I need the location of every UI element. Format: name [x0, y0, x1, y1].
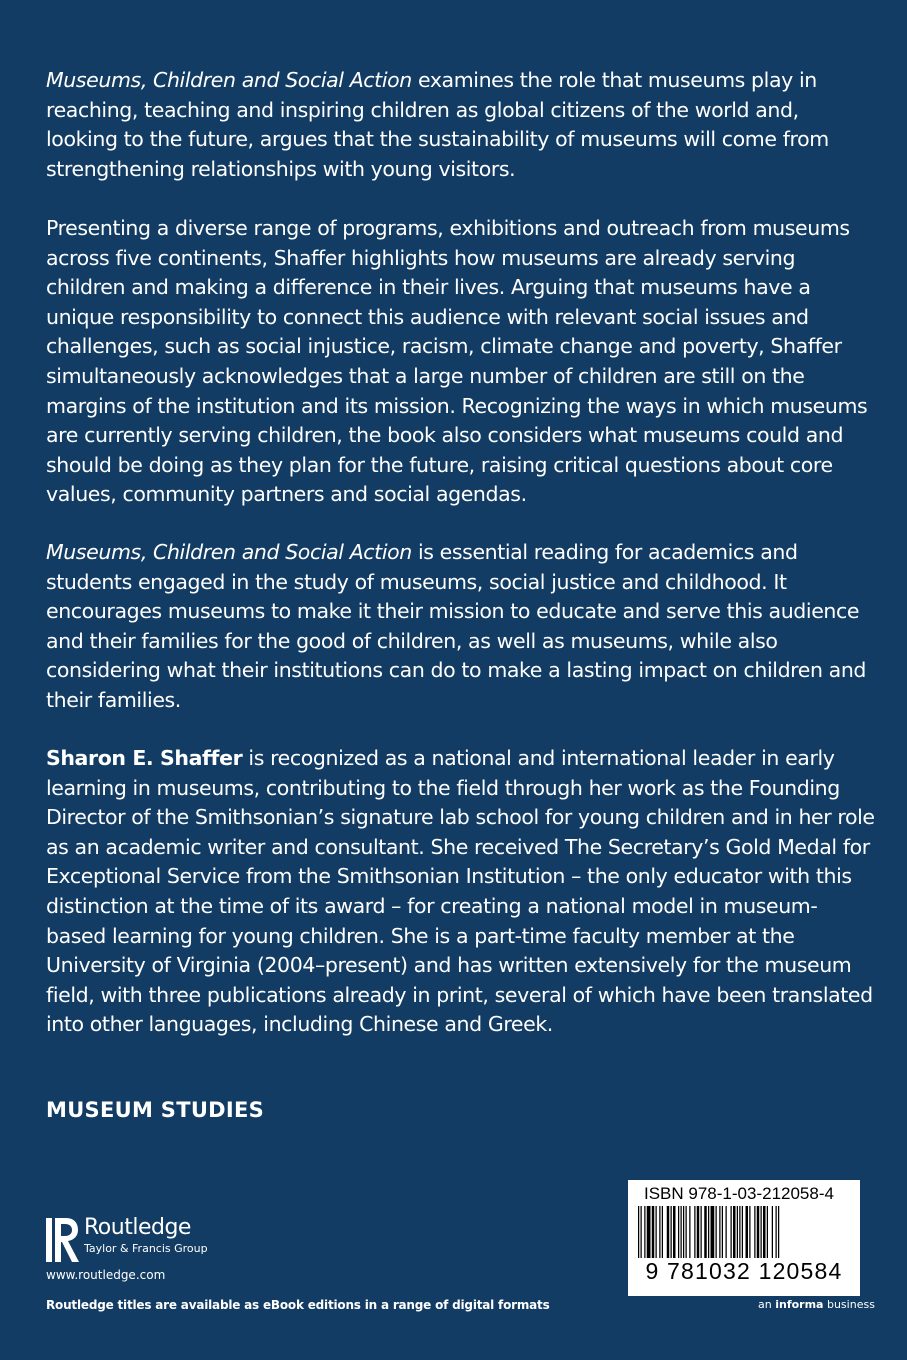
- series-label: MUSEUM STUDIES: [46, 1098, 265, 1122]
- publisher-name: Routledge: [84, 1215, 191, 1240]
- informa-prefix: an: [758, 1298, 776, 1311]
- description-text: Presenting a diverse range of programs, exhibitions and outreach from museums across five continents, Shaffer highlights how museums are already serving children and making a difference in their lives. Arguing that museums have a unique responsibility to connect this audience with relevant social issues and challenges, such as social injustice, racism, climate change and poverty, Shaffer simultaneously acknowledges that a large number of children are still on the margins of the institution and its mission. Recognizing the ways in which museums are currently serving children, the book also considers what museums could and should be doing as they plan for the future, raising critical questions about core values, community partners and social agendas.: [46, 216, 868, 507]
- routledge-r-icon: [46, 1216, 80, 1266]
- book-title-italic: Museums, Children and Social Action: [46, 68, 412, 92]
- isbn-barcode: [628, 1180, 860, 1296]
- publisher-group: Taylor & Francis Group: [84, 1242, 208, 1255]
- author-bio: [46, 744, 876, 1040]
- informa-suffix: business: [823, 1298, 875, 1311]
- intro-paragraph: [46, 66, 876, 184]
- informa-brand: informa: [775, 1298, 824, 1311]
- author-name: Sharon E. Shaffer: [46, 746, 243, 770]
- informa-business-label: [758, 1298, 875, 1311]
- ebook-note: Routledge titles are available as eBook editions in a range of digital formats: [46, 1298, 550, 1312]
- author-bio-text: is recognized as a national and international leader in early learning in museums, contributing to the field through her work as the Founding Director of the Smithsonian’s signature lab school for young children and in her role as an academic writer and consultant. She received The Secretary’s Gold Medal for Exceptional Service from the Smithsonian Institution – the only educator with this distinction at the time of its award – for creating a national model in museum-based learning for young children. She is a part-time faculty member at the University of Virginia (2004–present) and has written extensively for the museum field, with three publications already in print, several of which have been translated into other languages, including Chinese and Greek.: [46, 746, 875, 1037]
- isbn-label: ISBN 978-1-03-212058-4: [644, 1184, 834, 1203]
- audience-text: is essential reading for academics and students engaged in the study of museums, social justice and childhood. It encourages museums to make it their mission to educate and serve this audience and their families for the good of children, as well as museums, while also considering what their institutions can do to make a lasting impact on children and their families.: [46, 540, 867, 712]
- description-paragraph: [46, 214, 876, 510]
- intro-text: examines the role that museums play in reaching, teaching and inspiring children as global citizens of the world and, looking to the future, argues that the sustainability of museums will come from strengthening relationships with young visitors.: [46, 68, 829, 181]
- audience-paragraph: [46, 538, 876, 716]
- book-title-italic: Museums, Children and Social Action: [46, 540, 412, 564]
- publisher-url[interactable]: www.routledge.com: [46, 1268, 166, 1282]
- routledge-logo: [46, 1216, 208, 1266]
- barcode-digits: 9 781032 120584: [632, 1258, 856, 1285]
